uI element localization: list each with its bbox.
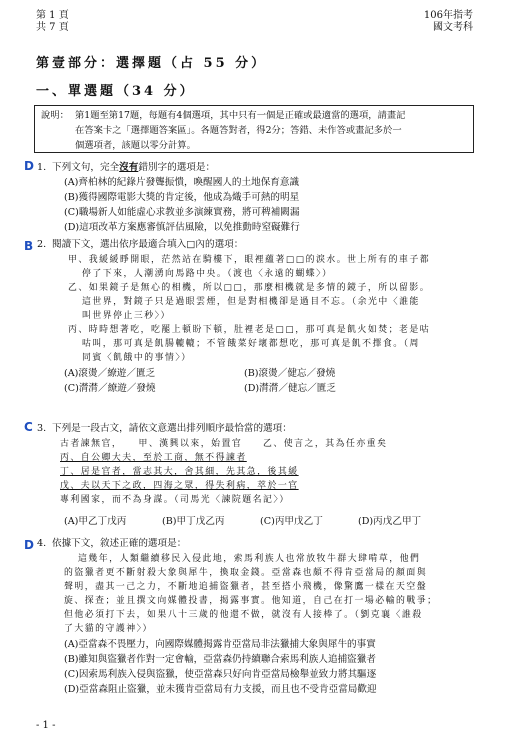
passage-line: 古者諫無官， 甲、漢興以來，始置官 乙、使言之，其為任亦重矣	[60, 439, 388, 449]
section-title: 一、單選題（34 分）	[36, 84, 196, 99]
passage-line: 叫世界停止三秒〉）	[82, 311, 171, 321]
answer-mark: B	[24, 239, 34, 253]
option-a: (A)齊柏林的紀錄片發聾振憒，喚醒國人的土地保育意識	[64, 177, 300, 188]
option-d: (D)亞當森阻止盜獵，並未獲肯亞當局有力支援，而且也不受肯亞當局歡迎	[64, 684, 377, 695]
passage-line: 了大貓的守護神〉）	[64, 624, 153, 634]
passage-line: 戊、夫以天下之政，四海之眾，得失利病，萃於一官	[60, 481, 299, 491]
part-title: 第壹部分：選擇題（占 55 分）	[36, 56, 268, 71]
passage-line: 停了下來，人潮湧向馬路中央。（渡也〈永遠的蝴蝶〉）	[82, 269, 333, 279]
passage-line: 的盜獵者更不斷射殺大象與犀牛，換取金錢。亞當森也頗不得肯亞當局的顏面與	[64, 568, 428, 578]
answer-mark: C	[24, 420, 33, 434]
header-right	[424, 10, 473, 34]
passage	[64, 552, 489, 636]
option-b: (B)雖知與盜獵者作對一定會輸，亞當森仍持續聯合索馬利族人追捕盜獵者	[64, 654, 376, 665]
instructions-line: 在答案卡之「選擇題答案區」。各題答對者，得2分；答錯、未作答或畫記多於一	[75, 125, 402, 136]
passage	[60, 437, 489, 507]
page-number: 第 1 頁	[36, 10, 69, 21]
question-number: 4.	[37, 538, 47, 549]
question-number: 3.	[37, 423, 47, 434]
exam-year: 106年指考	[423, 10, 473, 21]
passage-line: 咕叫，那可真是飢腸轆轆；不管餓菜好壞都想吃，那可真是飢不擇食。（周	[82, 339, 420, 349]
header-left	[36, 10, 69, 34]
passage-line: 但他必須打下去，如果八十三歲的他還不做，就沒有人接棒了。（劉克襄〈誰殺	[64, 610, 423, 620]
option-d: (D)丙戊乙甲丁	[358, 516, 422, 527]
question-stem: 依據下文，敘述正確的選項是：	[52, 538, 187, 549]
instructions-line: 第1題至第17題，每題有4個選項，其中只有一個是正確或最適當的選項，請畫記	[75, 110, 406, 121]
question-number: 1.	[37, 162, 47, 173]
passage-line: 專利國家，而不為身謀。（司馬光〈諫院題名記〉）	[60, 495, 290, 505]
instructions-line: 個選項者，該題以零分計算。	[75, 140, 196, 151]
passage-line: 乙、如果鏡子是無心的相機，所以□□，那麼相機就是多情的鏡子，所以留影。	[68, 283, 431, 293]
option-b: (B)滾燙／健忘／發燒	[244, 368, 336, 379]
passage-line: 聲明，盡其一己之力，不斷地追捕盜獵者，甚至搭小飛機，像驚鷹一樣在天空盤	[64, 582, 428, 592]
total-pages: 共 7 頁	[36, 22, 69, 33]
instructions-lead: 說明：	[41, 110, 69, 121]
exam-subject: 國文考科	[433, 22, 473, 33]
option-c: (C)職場新人如能虛心求教並多演練實務，將可稗補闕漏	[64, 207, 300, 218]
passage-line: 丙、自公卿大夫，至於工商，無不得諫者	[60, 453, 247, 463]
option-c: (C)丙甲戊乙丁	[260, 516, 323, 527]
option-a: (A)亞當森不畏壓力，向國際媒體揭露肯亞當局非法獵捕大象與犀牛的事實	[64, 639, 376, 650]
passage-line: 丙、時時想著吃，吃罷上頓盼下頓，肚裡老是□□，那可真是飢火如焚；老是咕	[68, 325, 431, 335]
option-d: (D)這項改革方案應審慎評估風險，以免推動時窒礙難行	[64, 222, 300, 233]
page-footer: - 1 -	[36, 720, 56, 731]
option-a: (A)甲乙丁戊丙	[64, 516, 127, 527]
passage-line: 這幾年，人類繼續移民入侵此地，索馬利族人也常放牧牛群大肆啃草，他們	[78, 554, 421, 564]
passage-line: 同賓〈飢餓中的事情〉）	[82, 353, 192, 363]
option-b: (B)獲得國際電影大獎的肯定後，他成為熾手可熱的明星	[64, 192, 300, 203]
option-c: (C)潸潸／繚遊／發燒	[64, 383, 156, 394]
question-stem: 閱讀下文，選出依序最適合填入□內的選項：	[52, 239, 244, 250]
option-b: (B)甲丁戊乙丙	[162, 516, 225, 527]
option-a: (A)滾燙／繚遊／匱乏	[64, 368, 156, 379]
option-d: (D)潸潸／健忘／匱乏	[244, 383, 336, 394]
answer-mark: D	[24, 538, 34, 552]
answer-mark: D	[24, 159, 34, 173]
passage-line: 這世界，對鏡子只是過眼雲煙，但是對相機卻是過目不忘。（余光中〈誰能	[82, 297, 420, 307]
passage-line: 旋、探查；並且撰文向媒體投書，揭露事實。他知道，自己在打一場必輸的戰爭；	[64, 596, 438, 606]
passage	[68, 253, 489, 365]
question-number: 2.	[37, 239, 47, 250]
option-c: (C)因索馬利族入侵與盜獵，使亞當森只好向肯亞當局檢舉並致力將其驅逐	[64, 669, 377, 680]
question-stem: 下列文句，完全沒有錯別字的選項是：	[52, 162, 216, 173]
instructions-box	[34, 105, 474, 153]
emphasis-text: 沒有	[119, 162, 139, 173]
passage-line: 甲、我緩緩睜開眼，茫然站在騎樓下，眼裡蘊著□□的淚水。世上所有的車子都	[68, 255, 431, 265]
passage-line: 丁、居是官者，當志其大，舍其細，先其急，後其緩	[60, 467, 299, 477]
question-stem: 下列是一段古文，請依文意選出排列順序最恰當的選項：	[52, 423, 292, 434]
